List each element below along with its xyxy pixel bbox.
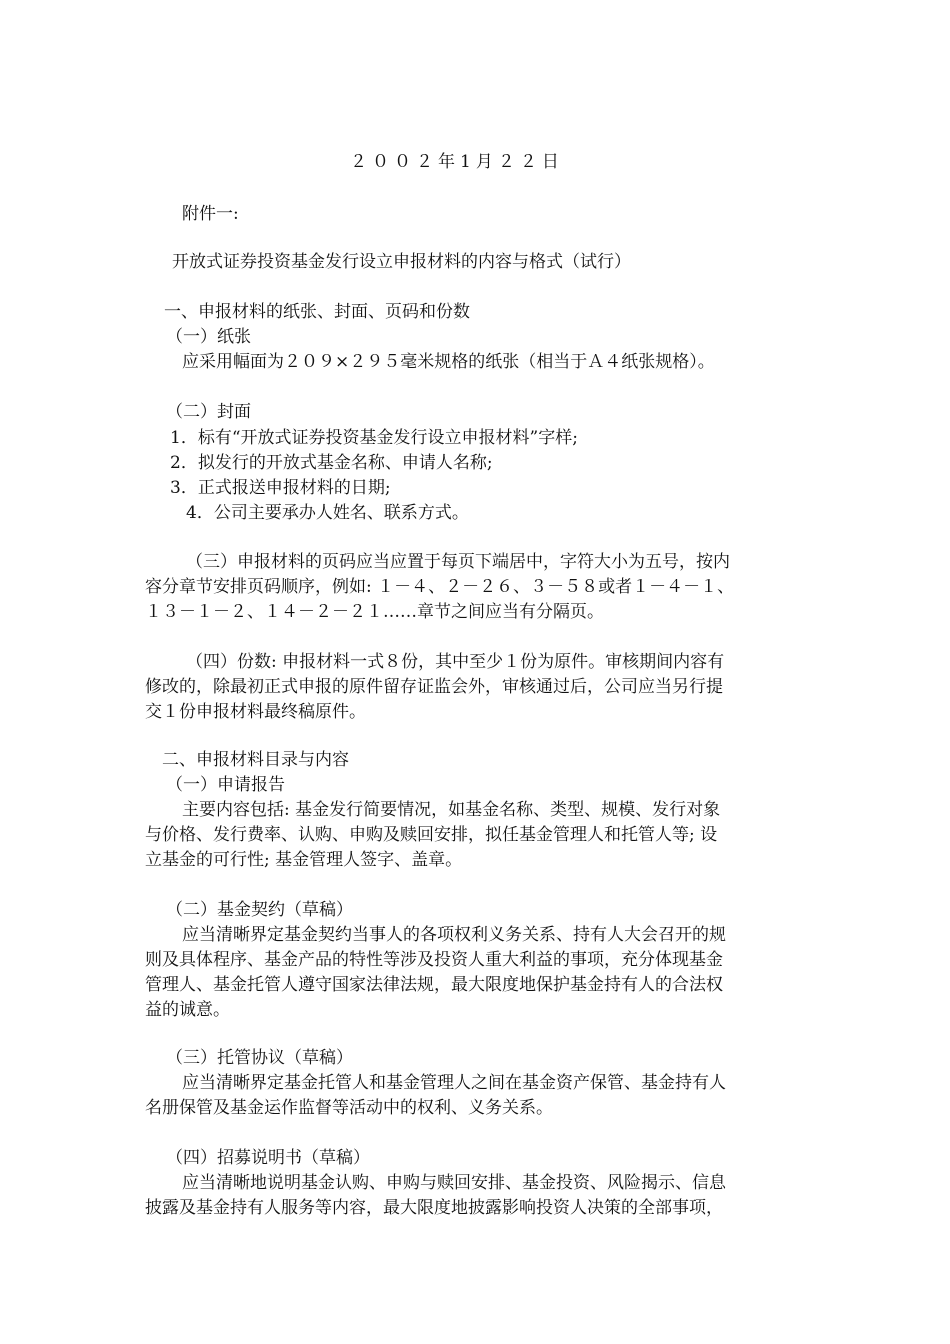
paper-text: 应采用幅面为２０９×２９５毫米规格的纸张（相当于Ａ４纸张规格）。	[182, 352, 715, 372]
subsection-heading-report: （一）申请报告	[166, 775, 285, 795]
document-title: 开放式证券投资基金发行设立申报材料的内容与格式（试行）	[172, 252, 631, 272]
subsection-heading-paper: （一）纸张	[166, 327, 251, 347]
contract-paragraph-line: 则及具体程序、基金产品的特性等涉及投资人重大利益的事项，充分体现基金	[145, 950, 723, 970]
subsection-heading-custody: （三）托管协议（草稿）	[166, 1048, 353, 1068]
contract-paragraph-line: 管理人、基金托管人遵守国家法律法规，最大限度地保护基金持有人的合法权	[145, 975, 723, 995]
subsection-heading-prospectus: （四）招募说明书（草稿）	[166, 1148, 370, 1168]
attachment-label: 附件一:	[182, 204, 239, 224]
cover-item: 4．公司主要承办人姓名、联系方式。	[186, 503, 469, 523]
contract-paragraph-line: 应当清晰界定基金契约当事人的各项权利义务关系、持有人大会召开的规	[182, 925, 726, 945]
copies-paragraph-line: 交１份申报材料最终稿原件。	[145, 702, 366, 722]
page-number-paragraph-line: 容分章节安排页码顺序，例如: １－４、２－２６、３－５８或者１－４－１、	[145, 577, 735, 597]
custody-paragraph-line: 应当清晰界定基金托管人和基金管理人之间在基金资产保管、基金持有人	[182, 1073, 726, 1093]
cover-item: 1．标有“开放式证券投资基金发行设立申报材料”字样;	[170, 428, 578, 448]
subsection-heading-cover: （二）封面	[166, 402, 251, 422]
cover-item: 3．正式报送申报材料的日期;	[170, 478, 391, 498]
page-number-paragraph-line: １３－１－２、１４－２－２１……章节之间应当有分隔页。	[145, 602, 604, 622]
subsection-heading-contract: （二）基金契约（草稿）	[166, 900, 353, 920]
cover-item: 2．拟发行的开放式基金名称、申请人名称;	[170, 453, 493, 473]
report-paragraph-line: 立基金的可行性; 基金管理人签字、盖章。	[145, 850, 463, 870]
copies-paragraph-line: （四）份数: 申报材料一式８份，其中至少１份为原件。审核期间内容有	[186, 652, 725, 672]
copies-paragraph-line: 修改的，除最初正式申报的原件留存证监会外，审核通过后，公司应当另行提	[145, 677, 723, 697]
prospectus-paragraph-line: 披露及基金持有人服务等内容，最大限度地披露影响投资人决策的全部事项，	[145, 1198, 723, 1218]
contract-paragraph-line: 益的诚意。	[145, 1000, 230, 1020]
page-number-paragraph-line: （三）申报材料的页码应当应置于每页下端居中，字符大小为五号，按内	[186, 552, 730, 572]
section-heading-1: 一、申报材料的纸张、封面、页码和份数	[164, 302, 470, 322]
document-date: ２００２年1月２２日	[350, 152, 564, 172]
report-paragraph-line: 与价格、发行费率、认购、申购及赎回安排，拟任基金管理人和托管人等; 设	[145, 825, 718, 845]
report-paragraph-line: 主要内容包括: 基金发行简要情况，如基金名称、类型、规模、发行对象	[182, 800, 721, 820]
prospectus-paragraph-line: 应当清晰地说明基金认购、申购与赎回安排、基金投资、风险揭示、信息	[182, 1173, 726, 1193]
custody-paragraph-line: 名册保管及基金运作监督等活动中的权利、义务关系。	[145, 1098, 553, 1118]
section-heading-2: 二、申报材料目录与内容	[162, 750, 349, 770]
